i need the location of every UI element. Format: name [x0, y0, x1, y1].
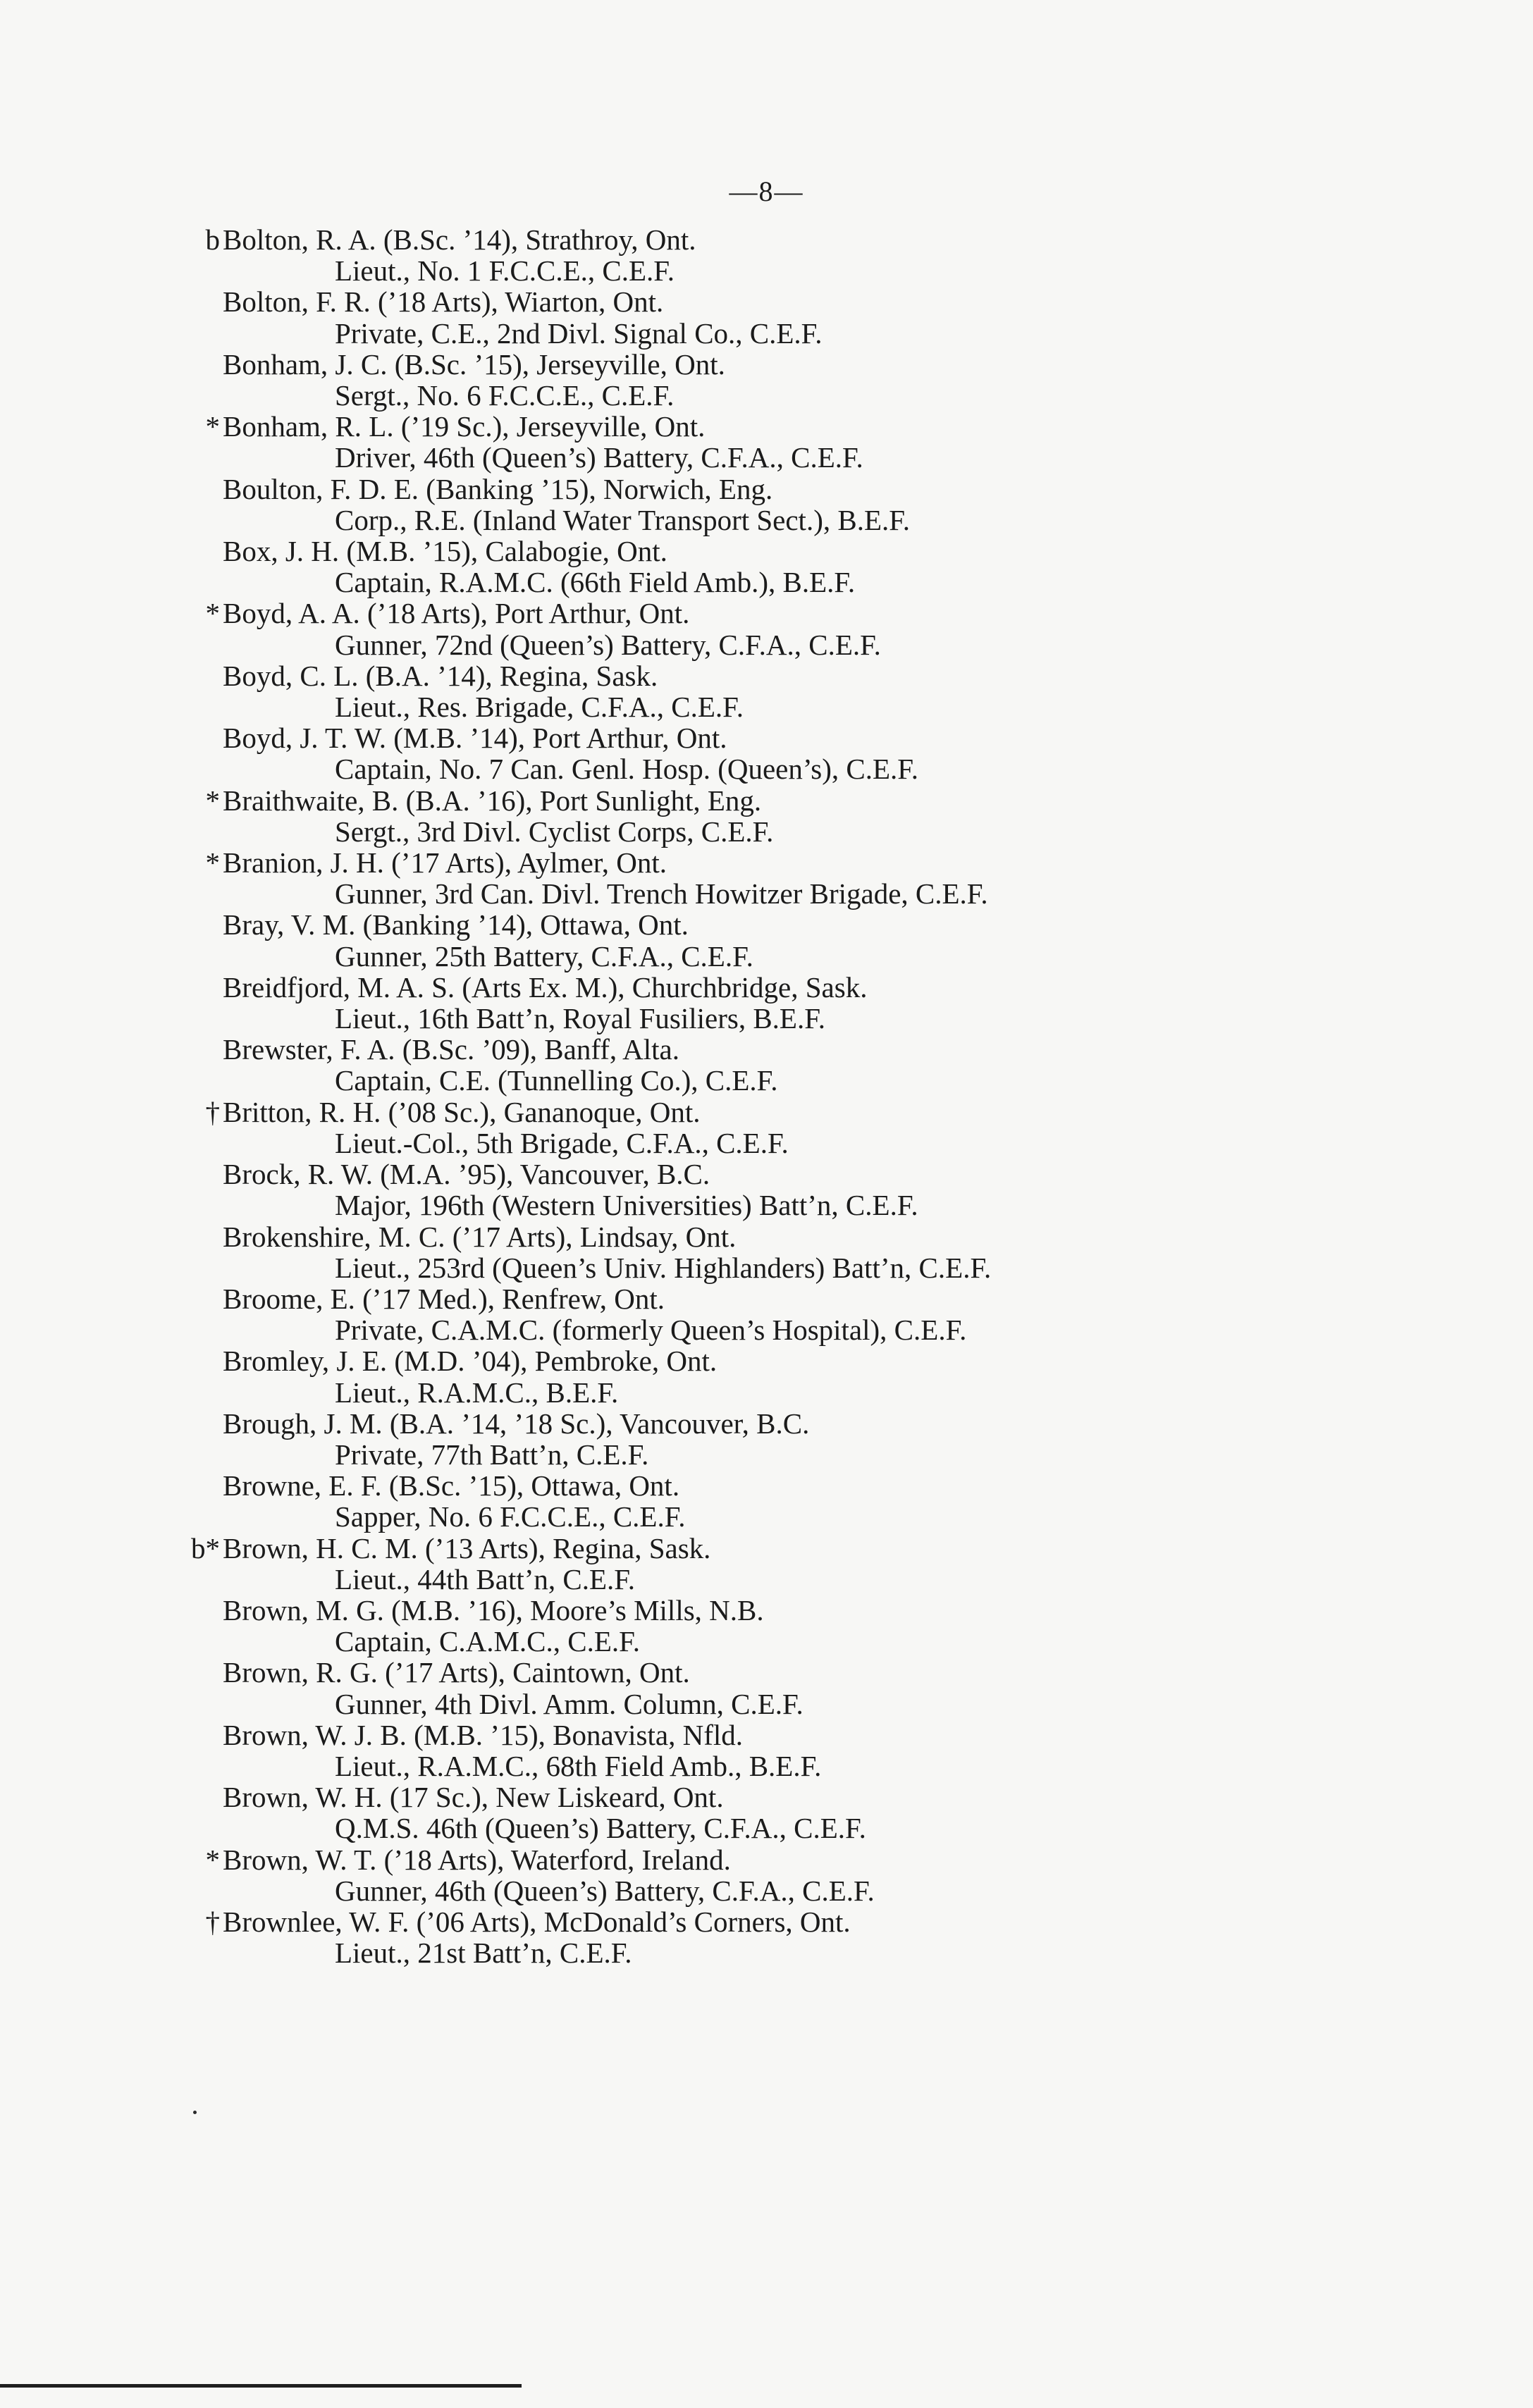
footer-rule	[0, 2384, 522, 2388]
list-item	[176, 909, 1427, 971]
entry-detail: Sapper, No. 6 F.C.C.E., C.E.F.	[335, 1500, 686, 1533]
entry-marker: *	[205, 410, 220, 443]
entry-detail: Lieut., Res. Brigade, C.F.A., C.E.F.	[335, 691, 744, 724]
list-item	[176, 224, 1427, 286]
list-item	[176, 1408, 1427, 1470]
list-item	[176, 660, 1427, 722]
entry-detail: Gunner, 3rd Can. Divl. Trench Howitzer Brigade, C.E.F.	[335, 877, 988, 910]
entry-marker: *	[205, 846, 220, 879]
entry-detail: Lieut., 253rd (Queen’s Univ. Highlanders) Batt’n, C.E.F.	[335, 1251, 992, 1284]
entry-name: Broome, E. (’17 Med.), Renfrew, Ont.	[223, 1282, 665, 1315]
list-item	[176, 1159, 1427, 1221]
entry-name-line	[176, 1159, 1427, 1190]
entry-name-line	[176, 411, 1427, 442]
entry-name: Brewster, F. A. (B.Sc. ’09), Banff, Alta.	[223, 1033, 679, 1066]
entry-detail: Lieut., 21st Batt’n, C.E.F.	[335, 1937, 632, 1970]
entry-detail: Gunner, 4th Divl. Amm. Column, C.E.F.	[335, 1687, 804, 1720]
entry-name: Britton, R. H. (’08 Sc.), Gananoque, Ont.	[223, 1095, 701, 1128]
entry-name-line	[176, 474, 1427, 505]
entry-detail: Corp., R.E. (Inland Water Transport Sect.), B.E.F.	[335, 503, 911, 536]
entry-detail: Lieut., R.A.M.C., 68th Field Amb., B.E.F.	[335, 1749, 822, 1782]
entry-name-line	[176, 1034, 1427, 1065]
entry-name-line	[176, 1782, 1427, 1813]
entry-name: Bonham, J. C. (B.Sc. ’15), Jerseyville, Ont.	[223, 347, 725, 381]
entry-marker: *	[205, 597, 220, 630]
list-item	[176, 598, 1427, 660]
entry-name-line	[176, 1345, 1427, 1376]
entry-name-line	[176, 224, 1427, 255]
entry-name: Breidfjord, M. A. S. (Arts Ex. M.), Churchbridge, Sask.	[223, 970, 868, 1004]
list-item	[176, 1844, 1427, 1906]
entry-name: Boulton, F. D. E. (Banking ’15), Norwich, Eng.	[223, 472, 773, 505]
entry-name-line	[176, 1906, 1427, 1937]
entry-name: Boyd, A. A. (’18 Arts), Port Arthur, Ont.	[223, 597, 690, 630]
list-item	[176, 1034, 1427, 1096]
list-item	[176, 1533, 1427, 1595]
list-item	[176, 1719, 1427, 1782]
entry-name-line	[176, 536, 1427, 567]
entry-marker: b	[205, 223, 220, 256]
entry-name: Brown, W. T. (’18 Arts), Waterford, Ireland.	[223, 1843, 731, 1876]
list-item	[176, 1345, 1427, 1407]
entry-detail: Major, 196th (Western Universities) Batt’n, C.E.F.	[335, 1189, 918, 1222]
list-item	[176, 972, 1427, 1034]
entry-name-line	[176, 1719, 1427, 1751]
list-item	[176, 1782, 1427, 1844]
list-item	[176, 1657, 1427, 1719]
list-item	[176, 1221, 1427, 1283]
list-item	[176, 286, 1427, 348]
entry-detail: Private, C.A.M.C. (formerly Queen’s Hospital), C.E.F.	[335, 1314, 967, 1347]
entry-name: Branion, J. H. (’17 Arts), Aylmer, Ont.	[223, 846, 667, 879]
entry-name-line	[176, 1844, 1427, 1875]
entry-name: Brown, R. G. (’17 Arts), Caintown, Ont.	[223, 1656, 690, 1689]
entry-detail: Lieut.-Col., 5th Brigade, C.F.A., C.E.F.	[335, 1126, 789, 1159]
list-item	[176, 474, 1427, 536]
entry-detail: Q.M.S. 46th (Queen’s) Battery, C.F.A., C.E.F.	[335, 1812, 866, 1845]
entry-name: Boyd, C. L. (B.A. ’14), Regina, Sask.	[223, 659, 658, 692]
entry-detail: Lieut., 16th Batt’n, Royal Fusiliers, B.E.F.	[335, 1002, 825, 1035]
entry-name: Braithwaite, B. (B.A. ’16), Port Sunlight, Eng.	[223, 784, 762, 817]
entry-name: Bonham, R. L. (’19 Sc.), Jerseyville, Ont.	[223, 410, 706, 443]
entry-name: Brown, H. C. M. (’13 Arts), Regina, Sask.	[223, 1531, 711, 1564]
entry-name-line	[176, 349, 1427, 380]
entry-name-line	[176, 1221, 1427, 1252]
list-item	[176, 1906, 1427, 1968]
entry-name: Bolton, F. R. (’18 Arts), Wiarton, Ont.	[223, 285, 664, 319]
entry-marker: †	[205, 1905, 220, 1938]
entry-name-line	[176, 1470, 1427, 1501]
entry-name: Brownlee, W. F. (’06 Arts), McDonald’s Corners, Ont.	[223, 1905, 851, 1938]
entry-detail: Gunner, 46th (Queen’s) Battery, C.F.A., C.E.F.	[335, 1874, 875, 1907]
roll-of-honour-list	[176, 224, 1427, 1968]
page-number: —8—	[729, 175, 804, 207]
stray-dot-mark	[193, 2111, 197, 2114]
entry-marker: b*	[191, 1531, 220, 1564]
entry-name-line	[176, 909, 1427, 940]
entry-detail: Gunner, 72nd (Queen’s) Battery, C.F.A., C.E.F.	[335, 628, 881, 661]
entry-name: Brown, W. H. (17 Sc.), New Liskeard, Ont.	[223, 1781, 724, 1814]
list-item	[176, 1097, 1427, 1159]
entry-name-line	[176, 286, 1427, 317]
entry-name: Box, J. H. (M.B. ’15), Calabogie, Ont.	[223, 535, 667, 568]
entry-name-line	[176, 972, 1427, 1003]
entry-name: Brown, M. G. (M.B. ’16), Moore’s Mills, N.B.	[223, 1593, 764, 1626]
list-item	[176, 722, 1427, 784]
entry-detail: Captain, No. 7 Can. Genl. Hosp. (Queen’s), C.E.F.	[335, 753, 919, 786]
entry-detail: Private, C.E., 2nd Divl. Signal Co., C.E.F.	[335, 316, 823, 350]
entry-detail: Lieut., R.A.M.C., B.E.F.	[335, 1376, 619, 1409]
entry-name-line	[176, 1408, 1427, 1439]
entry-detail: Gunner, 25th Battery, C.F.A., C.E.F.	[335, 939, 753, 973]
entry-name: Boyd, J. T. W. (M.B. ’14), Port Arthur, Ont.	[223, 722, 727, 755]
entry-name-line	[176, 1657, 1427, 1688]
list-item	[176, 1283, 1427, 1345]
entry-name-line	[176, 660, 1427, 691]
entry-detail: Private, 77th Batt’n, C.E.F.	[335, 1438, 649, 1471]
list-item	[176, 411, 1427, 473]
entry-name: Brock, R. W. (M.A. ’95), Vancouver, B.C.	[223, 1158, 710, 1191]
entry-name-line	[176, 847, 1427, 878]
list-item	[176, 847, 1427, 909]
entry-name: Brokenshire, M. C. (’17 Arts), Lindsay, Ont.	[223, 1220, 737, 1253]
entry-detail: Captain, C.E. (Tunnelling Co.), C.E.F.	[335, 1064, 778, 1097]
entry-name-line	[176, 598, 1427, 629]
entry-detail: Sergt., No. 6 F.C.C.E., C.E.F.	[335, 379, 675, 412]
entry-detail: Captain, R.A.M.C. (66th Field Amb.), B.E.F.	[335, 566, 856, 599]
entry-detail: Sergt., 3rd Divl. Cyclist Corps, C.E.F.	[335, 815, 774, 848]
list-item	[176, 536, 1427, 598]
entry-name: Browne, E. F. (B.Sc. ’15), Ottawa, Ont.	[223, 1469, 680, 1502]
entry-marker: †	[205, 1095, 220, 1128]
entry-name-line	[176, 785, 1427, 816]
entry-name-line	[176, 1595, 1427, 1626]
list-item	[176, 349, 1427, 411]
entry-name-line	[176, 1097, 1427, 1128]
list-item	[176, 1470, 1427, 1532]
list-item	[176, 785, 1427, 847]
entry-detail: Lieut., No. 1 F.C.C.E., C.E.F.	[335, 254, 675, 288]
entry-name: Bolton, R. A. (B.Sc. ’14), Strathroy, Ont.	[223, 223, 696, 256]
entry-marker: *	[205, 784, 220, 817]
entry-detail: Driver, 46th (Queen’s) Battery, C.F.A., C.E.F.	[335, 441, 863, 474]
entry-name: Bromley, J. E. (M.D. ’04), Pembroke, Ont.	[223, 1345, 718, 1378]
entry-marker: *	[205, 1843, 220, 1876]
entry-name: Bray, V. M. (Banking ’14), Ottawa, Ont.	[223, 908, 689, 941]
entry-name-line	[176, 722, 1427, 753]
entry-name: Brown, W. J. B. (M.B. ’15), Bonavista, Nfld.	[223, 1718, 743, 1751]
entry-name-line	[176, 1533, 1427, 1564]
entry-name-line	[176, 1283, 1427, 1314]
list-item	[176, 1595, 1427, 1657]
entry-detail: Captain, C.A.M.C., C.E.F.	[335, 1625, 640, 1658]
entry-name: Brough, J. M. (B.A. ’14, ’18 Sc.), Vancouver, B.C.	[223, 1407, 810, 1440]
entry-detail: Lieut., 44th Batt’n, C.E.F.	[335, 1562, 636, 1595]
